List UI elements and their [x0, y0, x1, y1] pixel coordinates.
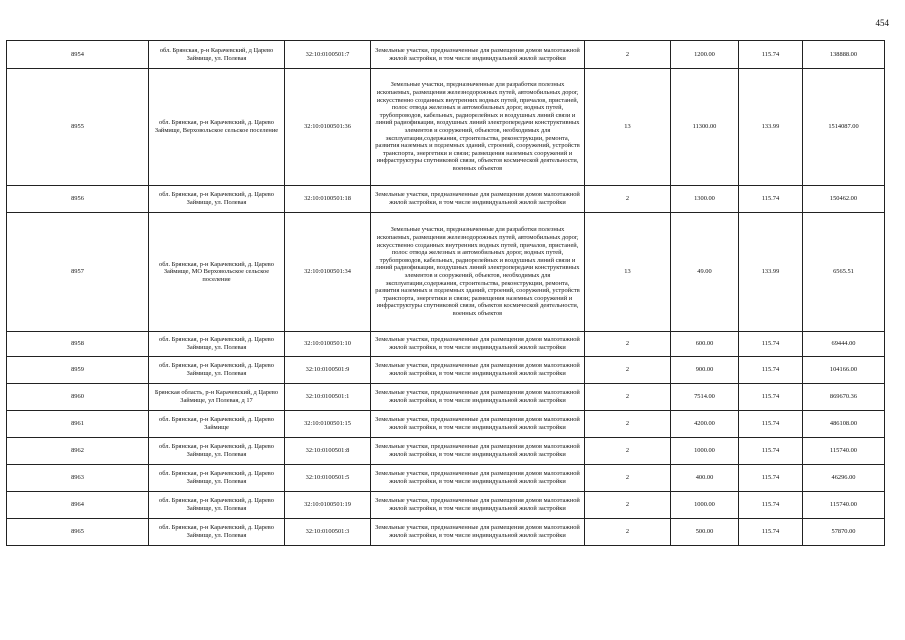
area-cell: 4200.00: [671, 411, 739, 438]
land-use-cell: Земельные участки, предназначенные для размещения домов малоэтажной жилой застройки, в том числе индивидуальной жилой застройки: [371, 465, 585, 492]
cadastral-number-cell: 32:10:0100501:1: [285, 384, 371, 411]
specific-value-cell: 115.74: [739, 332, 803, 357]
cadastral-number-cell: 32:10:0100501:5: [285, 465, 371, 492]
row-number: 8960: [7, 384, 149, 411]
cadastral-value-cell: 138888.00: [803, 41, 885, 69]
address-cell: обл. Брянская, р-н Карачевский, д. Царево Займище, Верховольское сельское поселение: [149, 69, 285, 186]
land-use-cell: Земельные участки, предназначенные для размещения домов малоэтажной жилой застройки, в том числе индивидуальной жилой застройки: [371, 41, 585, 69]
land-use-cell: Земельные участки, предназначенные для разработки полезных ископаемых, размещения железнодорожных путей, автомобильных дорог, искусственно созданных внутренних водных путей, причалов, пристаней, полос отвода железных и автомобильных дорог, водных путей, трубопроводов, кабельных, радиорелейных и воздушных линий связи и линий радиофикации, воздушных линий электропередачи конструктивных элементов и сооружений, объектов, необходимых для эксплуатации,содержания, строительства, реконструкции, ремонта, развития наземных и подземных зданий, строений, сооружений, устройств транспорта, энергетики и связи; размещения наземных сооружений и инфраструктуры спутниковой связи, объектов космической деятельности, военных объектов: [371, 69, 585, 186]
cadastral-number-cell: 32:10:0100501:34: [285, 213, 371, 332]
group-code-cell: 2: [585, 186, 671, 213]
specific-value-cell: 115.74: [739, 492, 803, 519]
cadastral-value-table: [6, 40, 885, 546]
address-cell: обл. Брянская, р-н Карачевский, д. Царево Займище, ул. Полевая: [149, 186, 285, 213]
table-row: [7, 519, 885, 546]
land-use-cell: Земельные участки, предназначенные для разработки полезных ископаемых, размещения железнодорожных путей, автомобильных дорог, искусственно созданных внутренних водных путей, причалов, пристаней, полос отвода железных и автомобильных дорог, водных путей, трубопроводов, кабельных, радиорелейных и воздушных линий связи и линий радиофикации, воздушных линий электропередачи конструктивных элементов и сооружений, объектов, необходимых для эксплуатации,содержания, строительства, реконструкции, ремонта, развития наземных и подземных зданий, строений, сооружений, устройств транспорта, энергетики и связи; размещения наземных сооружений и инфраструктуры спутниковой связи, объектов космической деятельности, военных объектов: [371, 213, 585, 332]
table-row: [7, 465, 885, 492]
area-cell: 600.00: [671, 332, 739, 357]
cadastral-number-cell: 32:10:0100501:18: [285, 186, 371, 213]
row-number: 8964: [7, 492, 149, 519]
table-row: [7, 186, 885, 213]
table-row: [7, 411, 885, 438]
address-cell: обл. Брянская, р-н Карачевский, д. Царево Займище, ул. Полевая: [149, 465, 285, 492]
cadastral-value-cell: 69444.00: [803, 332, 885, 357]
address-cell: обл. Брянская, р-н Карачевский, д. Царево Займище, ул. Полевая: [149, 438, 285, 465]
row-number: 8961: [7, 411, 149, 438]
area-cell: 900.00: [671, 357, 739, 384]
row-number: 8956: [7, 186, 149, 213]
table-row: [7, 69, 885, 186]
cadastral-value-cell: 104166.00: [803, 357, 885, 384]
specific-value-cell: 115.74: [739, 186, 803, 213]
specific-value-cell: 115.74: [739, 438, 803, 465]
cadastral-value-cell: 869670.36: [803, 384, 885, 411]
row-number: 8965: [7, 519, 149, 546]
specific-value-cell: 115.74: [739, 41, 803, 69]
land-use-cell: Земельные участки, предназначенные для размещения домов малоэтажной жилой застройки, в том числе индивидуальной жилой застройки: [371, 411, 585, 438]
table-row: [7, 357, 885, 384]
area-cell: 1200.00: [671, 41, 739, 69]
cadastral-value-cell: 115740.00: [803, 438, 885, 465]
group-code-cell: 2: [585, 41, 671, 69]
cadastral-number-cell: 32:10:0100501:10: [285, 332, 371, 357]
table-row: [7, 492, 885, 519]
table-row: [7, 213, 885, 332]
cadastral-number-cell: 32:10:0100501:15: [285, 411, 371, 438]
specific-value-cell: 115.74: [739, 519, 803, 546]
table-row: [7, 438, 885, 465]
specific-value-cell: 115.74: [739, 384, 803, 411]
cadastral-value-cell: 1514087.00: [803, 69, 885, 186]
row-number: 8962: [7, 438, 149, 465]
table-row: [7, 384, 885, 411]
address-cell: обл. Брянская, р-н Карачевский, д. Царево Займище, ул. Полевая: [149, 332, 285, 357]
cadastral-number-cell: 32:10:0100501:8: [285, 438, 371, 465]
table-row: [7, 41, 885, 69]
group-code-cell: 2: [585, 465, 671, 492]
group-code-cell: 2: [585, 519, 671, 546]
group-code-cell: 2: [585, 492, 671, 519]
area-cell: 11300.00: [671, 69, 739, 186]
area-cell: 7514.00: [671, 384, 739, 411]
row-number: 8963: [7, 465, 149, 492]
group-code-cell: 2: [585, 411, 671, 438]
row-number: 8958: [7, 332, 149, 357]
cadastral-number-cell: 32:10:0100501:7: [285, 41, 371, 69]
group-code-cell: 13: [585, 213, 671, 332]
area-cell: 400.00: [671, 465, 739, 492]
land-use-cell: Земельные участки, предназначенные для размещения домов малоэтажной жилой застройки, в том числе индивидуальной жилой застройки: [371, 186, 585, 213]
group-code-cell: 13: [585, 69, 671, 186]
row-number: 8954: [7, 41, 149, 69]
table-body: [7, 41, 885, 546]
table-row: [7, 332, 885, 357]
address-cell: обл. Брянская, р-н Карачевский, д. Царево Займище: [149, 411, 285, 438]
specific-value-cell: 133.99: [739, 213, 803, 332]
page-number: 454: [875, 18, 889, 28]
row-number: 8955: [7, 69, 149, 186]
row-number: 8957: [7, 213, 149, 332]
cadastral-value-cell: 486108.00: [803, 411, 885, 438]
area-cell: 1000.00: [671, 438, 739, 465]
cadastral-number-cell: 32:10:0100501:36: [285, 69, 371, 186]
cadastral-value-cell: 46296.00: [803, 465, 885, 492]
specific-value-cell: 115.74: [739, 411, 803, 438]
cadastral-value-cell: 6565.51: [803, 213, 885, 332]
land-use-cell: Земельные участки, предназначенные для размещения домов малоэтажной жилой застройки, в том числе индивидуальной жилой застройки: [371, 357, 585, 384]
group-code-cell: 2: [585, 332, 671, 357]
cadastral-number-cell: 32:10:0100501:19: [285, 492, 371, 519]
area-cell: 1000.00: [671, 492, 739, 519]
land-use-cell: Земельные участки, предназначенные для размещения домов малоэтажной жилой застройки, в том числе индивидуальной жилой застройки: [371, 384, 585, 411]
area-cell: 500.00: [671, 519, 739, 546]
cadastral-value-cell: 115740.00: [803, 492, 885, 519]
cadastral-number-cell: 32:10:0100501:3: [285, 519, 371, 546]
land-use-cell: Земельные участки, предназначенные для размещения домов малоэтажной жилой застройки, в том числе индивидуальной жилой застройки: [371, 492, 585, 519]
address-cell: обл. Брянская, р-н Карачевский, д. Царево Займище, ул. Полевая: [149, 492, 285, 519]
specific-value-cell: 115.74: [739, 465, 803, 492]
land-use-cell: Земельные участки, предназначенные для размещения домов малоэтажной жилой застройки, в том числе индивидуальной жилой застройки: [371, 332, 585, 357]
row-number: 8959: [7, 357, 149, 384]
area-cell: 49.00: [671, 213, 739, 332]
address-cell: обл. Брянская, р-н Карачевский, д. Царево Займище, МО Верховольское сельское поселение: [149, 213, 285, 332]
area-cell: 1300.00: [671, 186, 739, 213]
address-cell: обл. Брянская, р-н Карачевский, д. Царево Займище, ул. Полевая: [149, 357, 285, 384]
cadastral-number-cell: 32:10:0100501:9: [285, 357, 371, 384]
land-use-cell: Земельные участки, предназначенные для размещения домов малоэтажной жилой застройки, в том числе индивидуальной жилой застройки: [371, 438, 585, 465]
specific-value-cell: 115.74: [739, 357, 803, 384]
cadastral-value-cell: 57870.00: [803, 519, 885, 546]
group-code-cell: 2: [585, 384, 671, 411]
cadastral-value-cell: 150462.00: [803, 186, 885, 213]
group-code-cell: 2: [585, 357, 671, 384]
address-cell: обл. Брянская, р-н Карачевский, д Царево Займище, ул. Полевая: [149, 41, 285, 69]
address-cell: обл. Брянская, р-н Карачевский, д. Царево Займище, ул. Полевая: [149, 519, 285, 546]
specific-value-cell: 133.99: [739, 69, 803, 186]
land-use-cell: Земельные участки, предназначенные для размещения домов малоэтажной жилой застройки, в том числе индивидуальной жилой застройки: [371, 519, 585, 546]
group-code-cell: 2: [585, 438, 671, 465]
address-cell: Брянская область, р-н Карачевский, д Царево Займище, ул Полевая, д 17: [149, 384, 285, 411]
